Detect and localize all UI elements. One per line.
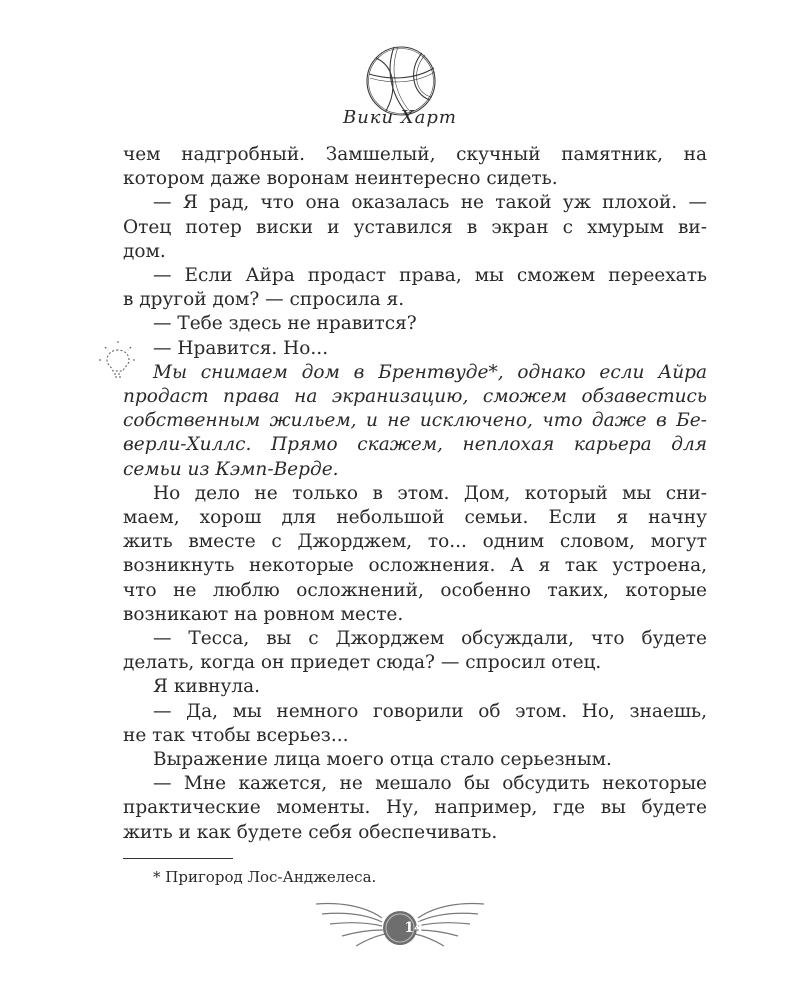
text-line: — Мне кажется, не мешало бы обсудить некоторые [153, 773, 707, 795]
footnote: * Пригород Лос-Анджелеса. [153, 868, 377, 886]
paragraph [123, 700, 707, 748]
page-header [0, 0, 800, 140]
text-line: Мы снимаем дом в Брентвуде*, однако если Айра [153, 361, 707, 383]
text-line: Я кивнула. [153, 676, 261, 698]
text-line: не так чтобы всерьез... [123, 724, 349, 746]
paragraph [123, 337, 707, 361]
text-line: жить вместе с Джорджем, то... одним словом, могут [123, 531, 707, 553]
author-name: Вики Харт [342, 107, 458, 128]
text-line: что не люблю осложнений, особенно таких, которые [123, 579, 707, 601]
paragraph [123, 675, 707, 699]
text-line: Но дело не только в этом. Дом, который мы сни- [153, 482, 707, 504]
text-line: — Тесса, вы с Джорджем обсуждали, что будете [153, 628, 707, 650]
text-line: — Если Айра продаст права, мы сможем переехать [153, 265, 707, 287]
paragraph [123, 772, 707, 845]
text-line: собственным жильем, и не исключено, что даже в Бе- [123, 410, 707, 432]
text-line: семьи из Кэмп-Верде. [123, 458, 339, 480]
text-line: жить и как будете себя обеспечивать. [123, 821, 498, 843]
italic-paragraph [123, 361, 707, 482]
text-line: маем, хорош для небольшой семьи. Если я начну [123, 507, 707, 529]
text-line: котором даже воронам неинтересно сидеть. [123, 168, 558, 190]
text-line: Отец потер виски и уставился в экран с хмурым ви- [123, 216, 707, 238]
paragraph [123, 312, 707, 336]
text-line: — Да, мы немного говорили об этом. Но, знаешь, [153, 700, 707, 722]
paragraph [123, 143, 707, 191]
text-line: продаст права на экранизацию, сможем обзавестись [123, 386, 707, 408]
text-line: возникают на ровном месте. [123, 603, 404, 625]
paragraph [123, 482, 707, 627]
text-line: дом. [123, 240, 166, 262]
footnote-divider [123, 858, 233, 859]
text-line: возникнуть некоторые осложнения. А я так устроена, [123, 555, 707, 577]
text-line: Выражение лица моего отца стало серьезным. [153, 749, 612, 771]
text-line: практические моменты. Ну, например, где вы будете [123, 797, 707, 819]
page-number: 14 [404, 920, 424, 936]
paragraph [123, 627, 707, 675]
text-line: — Тебе здесь не нравится? [153, 313, 417, 335]
body-text [123, 143, 707, 845]
text-line: — Я рад, что она оказалась не такой уж плохой. — [153, 192, 707, 214]
text-line: делать, когда он приедет сюда? — спросил отец. [123, 652, 602, 674]
text-line: — Нравится. Но... [153, 337, 329, 359]
text-line: верли-Хиллс. Прямо скажем, неплохая карьера для [123, 434, 707, 456]
text-line: чем надгробный. Замшелый, скучный памятник, на [123, 144, 707, 165]
paragraph [123, 191, 707, 264]
text-line: в другой дом? — спросила я. [123, 289, 405, 311]
paragraph [123, 264, 707, 312]
paragraph [123, 748, 707, 772]
